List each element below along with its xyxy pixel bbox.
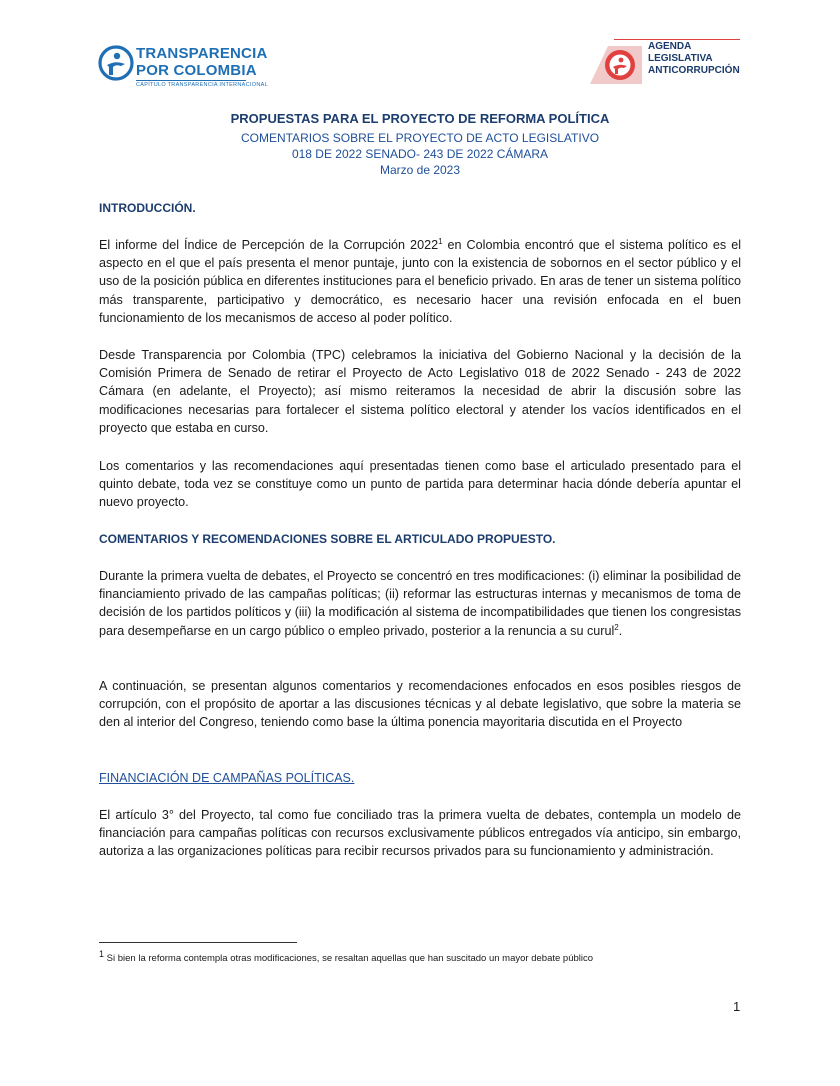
financing-heading: FINANCIACIÓN DE CAMPAÑAS POLÍTICAS. [99, 771, 355, 785]
page-number: 1 [733, 999, 741, 1014]
intro-heading: INTRODUCCIÓN. [99, 201, 196, 215]
intro-paragraph-3: Los comentarios y las recomendaciones aquí presentadas tienen como base el articulado presentado para el quinto debate, toda vez se constituye como un punto de partida para determinar hacia dónde debería apuntar el nuevo proyecto. [99, 459, 741, 510]
tpc-name-line1: TRANSPARENCIA [136, 45, 268, 62]
ala-emblem-icon [590, 40, 642, 84]
tpc-person-icon [98, 45, 134, 81]
comments-paragraph-2: A continuación, se presentan algunos comentarios y recomendaciones enfocados en esos posibles riesgos de corrupción, con el propósito de aportar a las discusiones técnicas y al debate legislativo, que sobre la materia se den al interior del Congreso, teniendo como base la última ponencia mayoritaria discutida en el Proyecto [99, 679, 741, 730]
ala-line3: ANTICORRUPCIÓN [648, 65, 740, 76]
footnote-ref-2[interactable]: 2 [614, 622, 619, 632]
comments-heading: COMENTARIOS Y RECOMENDACIONES SOBRE EL ARTICULADO PROPUESTO. [99, 532, 556, 546]
comments-paragraph-1: Durante la primera vuelta de debates, el Proyecto se concentró en tres modificaciones: (i) eliminar la posibilidad de financiamiento privado de las campañas políticas; (ii) reformar las estructuras internas y mecanismos de toma de decisión de los partidos políticos y (iii) la modificación al sistema de incompatibilidades que tienen los congresistas para desempeñarse en un cargo público o empleo privado, posterior a la renuncia a su curul$^2$. [99, 569, 741, 638]
financing-paragraph-1: El artículo 3° del Proyecto, tal como fue conciliado tras la primera vuelta de debates, contempla un modelo de financiación para campañas políticas con recursos exclusivamente públicos entregados vía anticipo, sin embargo, autoriza a las organizaciones políticas para recibir recursos privados para su funcionamiento y administración. [99, 808, 741, 859]
document-subtitle-2: 018 DE 2022 SENADO- 243 DE 2022 CÁMARA [291, 147, 549, 161]
footnote-1: $^1$ Si bien la reforma contempla otras modificaciones, se resaltan aquellas que han suscitado un mayor debate público [99, 948, 594, 964]
agenda-legislativa-logo [590, 36, 750, 86]
ala-line2: LEGISLATIVA [648, 53, 713, 64]
footnote-separator [99, 942, 297, 943]
ala-line1: AGENDA [648, 41, 692, 52]
tpc-divider [136, 80, 246, 81]
transparencia-logo [98, 42, 268, 92]
document-subtitle-1: COMENTARIOS SOBRE EL PROYECTO DE ACTO LEGISLATIVO [240, 131, 600, 145]
intro-paragraph-1: El informe del Índice de Percepción de la Corrupción 2022$^1$ en Colombia encontró que el sistema político es el aspecto en el que el país presenta el menor puntaje, junto con la existencia de sobornos en el sector público y el uso de la posición pública en diferentes instituciones para el beneficio privado. En aras de tener un sistema político más transparente, participativo y democrático, es necesario hacer una revisión enfocada en el buen funcionamiento de los mecanismos de acceso al poder político. [99, 236, 741, 325]
document-title: PROPUESTAS PARA EL PROYECTO DE REFORMA POLÍTICA [230, 111, 610, 126]
footnote-ref-1[interactable]: 1 [438, 236, 443, 246]
tpc-name-line2: POR COLOMBIA [136, 62, 257, 79]
document-date: Marzo de 2023 [379, 163, 461, 177]
tpc-tagline: CAPÍTULO TRANSPARENCIA INTERNACIONAL [136, 82, 268, 88]
intro-paragraph-2: Desde Transparencia por Colombia (TPC) celebramos la iniciativa del Gobierno Nacional y la decisión de la Comisión Primera de Senado de retirar el Proyecto de Acto Legislativo 018 de 2022 Senado - 243 de 2022 Cámara (en adelante, el Proyecto); así mismo reiteramos la necesidad de abrir la discusión sobre las modificaciones necesarias para fortalecer el sistema político electoral y atender los vacíos identificados en el proyecto que estaba en curso. [99, 348, 741, 435]
